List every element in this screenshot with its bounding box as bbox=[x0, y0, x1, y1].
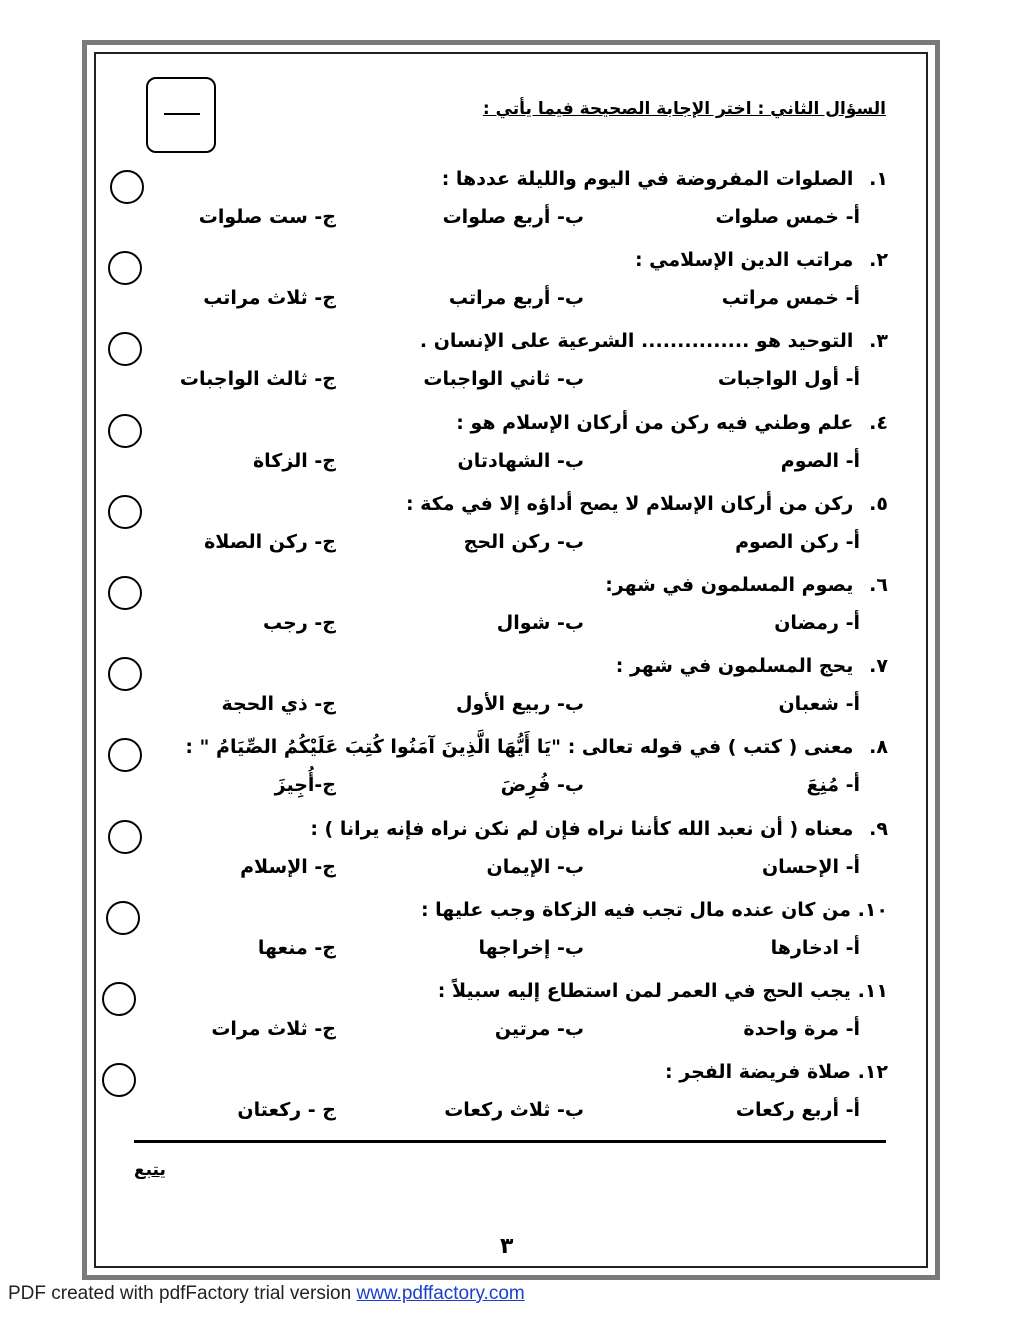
question-text: مراتب الدين الإسلامي : bbox=[634, 249, 854, 272]
footer-text: PDF created with pdfFactory trial version bbox=[8, 1283, 357, 1304]
question-text: يجب الحج في العمر لمن استطاع إليه سبيلاً : bbox=[437, 980, 851, 1002]
choice-c[interactable]: ج- ثالث الواجبات bbox=[179, 368, 336, 391]
question-text: الصلوات المفروضة في اليوم والليلة عددها : bbox=[441, 168, 854, 190]
question-text: علم وطني فيه ركن من أركان الإسلام هو : bbox=[456, 411, 854, 434]
choice-a[interactable]: أ- الصوم bbox=[780, 449, 860, 472]
question-number: ٦. bbox=[869, 574, 888, 596]
question-number: ٩. bbox=[869, 817, 888, 840]
footer-link[interactable]: www.pdffactory.com bbox=[356, 1283, 525, 1304]
choice-a[interactable]: أ- أربع ركعات bbox=[735, 1099, 860, 1122]
answer-circle[interactable] bbox=[102, 1063, 136, 1097]
question-number: ١٠. bbox=[857, 898, 888, 921]
choice-b[interactable]: ب- أربع صلوات bbox=[442, 206, 584, 228]
choice-c[interactable]: ج- الإسلام bbox=[240, 855, 336, 878]
question-1 bbox=[442, 168, 888, 190]
question-11 bbox=[438, 980, 888, 1002]
question-10 bbox=[421, 899, 888, 921]
choice-c[interactable]: ج- منعها bbox=[257, 936, 336, 959]
question-number: ١٢. bbox=[857, 1061, 888, 1084]
section-title: السؤال الثاني : اختر الإجابة الصحيحة فيما يأتي : bbox=[482, 99, 886, 119]
choice-b[interactable]: ب- ربيع الأول bbox=[456, 693, 584, 716]
bottom-divider bbox=[134, 1140, 886, 1143]
page-number: ٣ bbox=[500, 1234, 514, 1259]
answer-circle[interactable] bbox=[108, 576, 142, 610]
answer-circle[interactable] bbox=[108, 495, 142, 529]
answer-circle[interactable] bbox=[108, 251, 142, 285]
score-box bbox=[146, 77, 216, 153]
choice-a[interactable]: أ- خمس صلوات bbox=[715, 206, 860, 228]
choice-a[interactable]: أ- مرة واحدة bbox=[743, 1018, 860, 1040]
question-number: ٤. bbox=[869, 411, 888, 434]
question-text: يصوم المسلمون في شهر: bbox=[605, 574, 854, 596]
choice-a[interactable]: أ- مُنِعَ bbox=[806, 774, 860, 797]
question-text: معنى ( كتب ) في قوله تعالى : "يَا أَيُّهَا الَّذِينَ آمَنُوا كُتِبَ عَلَيْكُمُ الصِّيَامُ " : bbox=[185, 736, 854, 759]
choice-c[interactable]: ج- ثلاث مرات bbox=[211, 1018, 336, 1040]
question-5 bbox=[406, 493, 888, 515]
choice-c[interactable]: ج- الزكاة bbox=[252, 449, 336, 472]
answer-circle[interactable] bbox=[110, 170, 144, 204]
answer-circle[interactable] bbox=[108, 414, 142, 448]
question-text: يحج المسلمون في شهر : bbox=[615, 655, 854, 678]
choice-c[interactable]: ج - ركعتان bbox=[237, 1099, 336, 1122]
question-number: ٣. bbox=[869, 330, 888, 353]
question-text: ركن من أركان الإسلام لا يصح أداؤه إلا في مكة : bbox=[405, 492, 854, 515]
question-7 bbox=[616, 655, 888, 677]
pdf-footer bbox=[8, 1283, 525, 1305]
question-number: ١. bbox=[869, 168, 888, 190]
choice-a[interactable]: أ- خمس مراتب bbox=[721, 287, 860, 310]
choice-c[interactable]: ج- ست صلوات bbox=[198, 206, 336, 228]
answer-circle[interactable] bbox=[108, 657, 142, 691]
choice-b[interactable]: ب- ثاني الواجبات bbox=[423, 368, 584, 391]
question-12 bbox=[665, 1061, 888, 1083]
choice-c[interactable]: ج-أُجِيزَ bbox=[274, 774, 336, 797]
question-4 bbox=[456, 412, 888, 434]
choice-b[interactable]: ب- فُرِضَ bbox=[500, 774, 584, 797]
choice-a[interactable]: أ- شعبان bbox=[778, 693, 860, 716]
choice-a[interactable]: أ- رمضان bbox=[774, 612, 860, 634]
choice-c[interactable]: ج- ركن الصلاة bbox=[204, 530, 336, 553]
question-6 bbox=[605, 574, 888, 596]
choice-b[interactable]: ب- الإيمان bbox=[486, 855, 584, 878]
question-number: ١١. bbox=[857, 980, 888, 1002]
choice-b[interactable]: ب- مرتين bbox=[494, 1018, 584, 1040]
answer-circle[interactable] bbox=[106, 901, 140, 935]
choice-b[interactable]: ب- إخراجها bbox=[478, 936, 584, 959]
question-9 bbox=[310, 818, 888, 840]
question-text: معناه ( أن نعبد الله كأننا نراه فإن لم نكن نراه فإنه يرانا ) : bbox=[310, 817, 854, 840]
question-number: ٧. bbox=[869, 655, 888, 678]
question-text: من كان عنده مال تجب فيه الزكاة وجب عليها : bbox=[420, 898, 851, 921]
choice-a[interactable]: أ- الإحسان bbox=[761, 855, 860, 878]
choice-b[interactable]: ب- الشهادتان bbox=[457, 449, 584, 472]
answer-circle[interactable] bbox=[102, 982, 136, 1016]
choice-c[interactable]: ج- رجب bbox=[263, 612, 336, 634]
choice-b[interactable]: ب- ركن الحج bbox=[463, 530, 584, 553]
choice-a[interactable]: أ- أول الواجبات bbox=[717, 368, 860, 391]
choice-b[interactable]: ب- شوال bbox=[496, 612, 584, 634]
question-3 bbox=[420, 330, 888, 352]
choice-b[interactable]: ب- أربع مراتب bbox=[448, 287, 584, 310]
choice-c[interactable]: ج- ذي الحجة bbox=[221, 693, 336, 716]
choice-c[interactable]: ج- ثلاث مراتب bbox=[203, 287, 336, 310]
question-number: ٥. bbox=[869, 492, 888, 515]
choice-a[interactable]: أ- ركن الصوم bbox=[735, 530, 860, 553]
choice-a[interactable]: أ- ادخارها bbox=[770, 936, 860, 959]
question-number: ٢. bbox=[869, 249, 888, 272]
continue-label: يتبع bbox=[134, 1160, 166, 1180]
choice-b[interactable]: ب- ثلاث ركعات bbox=[444, 1099, 584, 1122]
score-blank bbox=[164, 113, 200, 115]
question-number: ٨. bbox=[869, 736, 888, 759]
question-2 bbox=[635, 249, 888, 271]
question-text: صلاة فريضة الفجر : bbox=[665, 1061, 851, 1084]
question-text: التوحيد هو ............... الشرعية على الإنسان . bbox=[419, 330, 854, 353]
question-8 bbox=[185, 736, 888, 758]
answer-circle[interactable] bbox=[108, 820, 142, 854]
